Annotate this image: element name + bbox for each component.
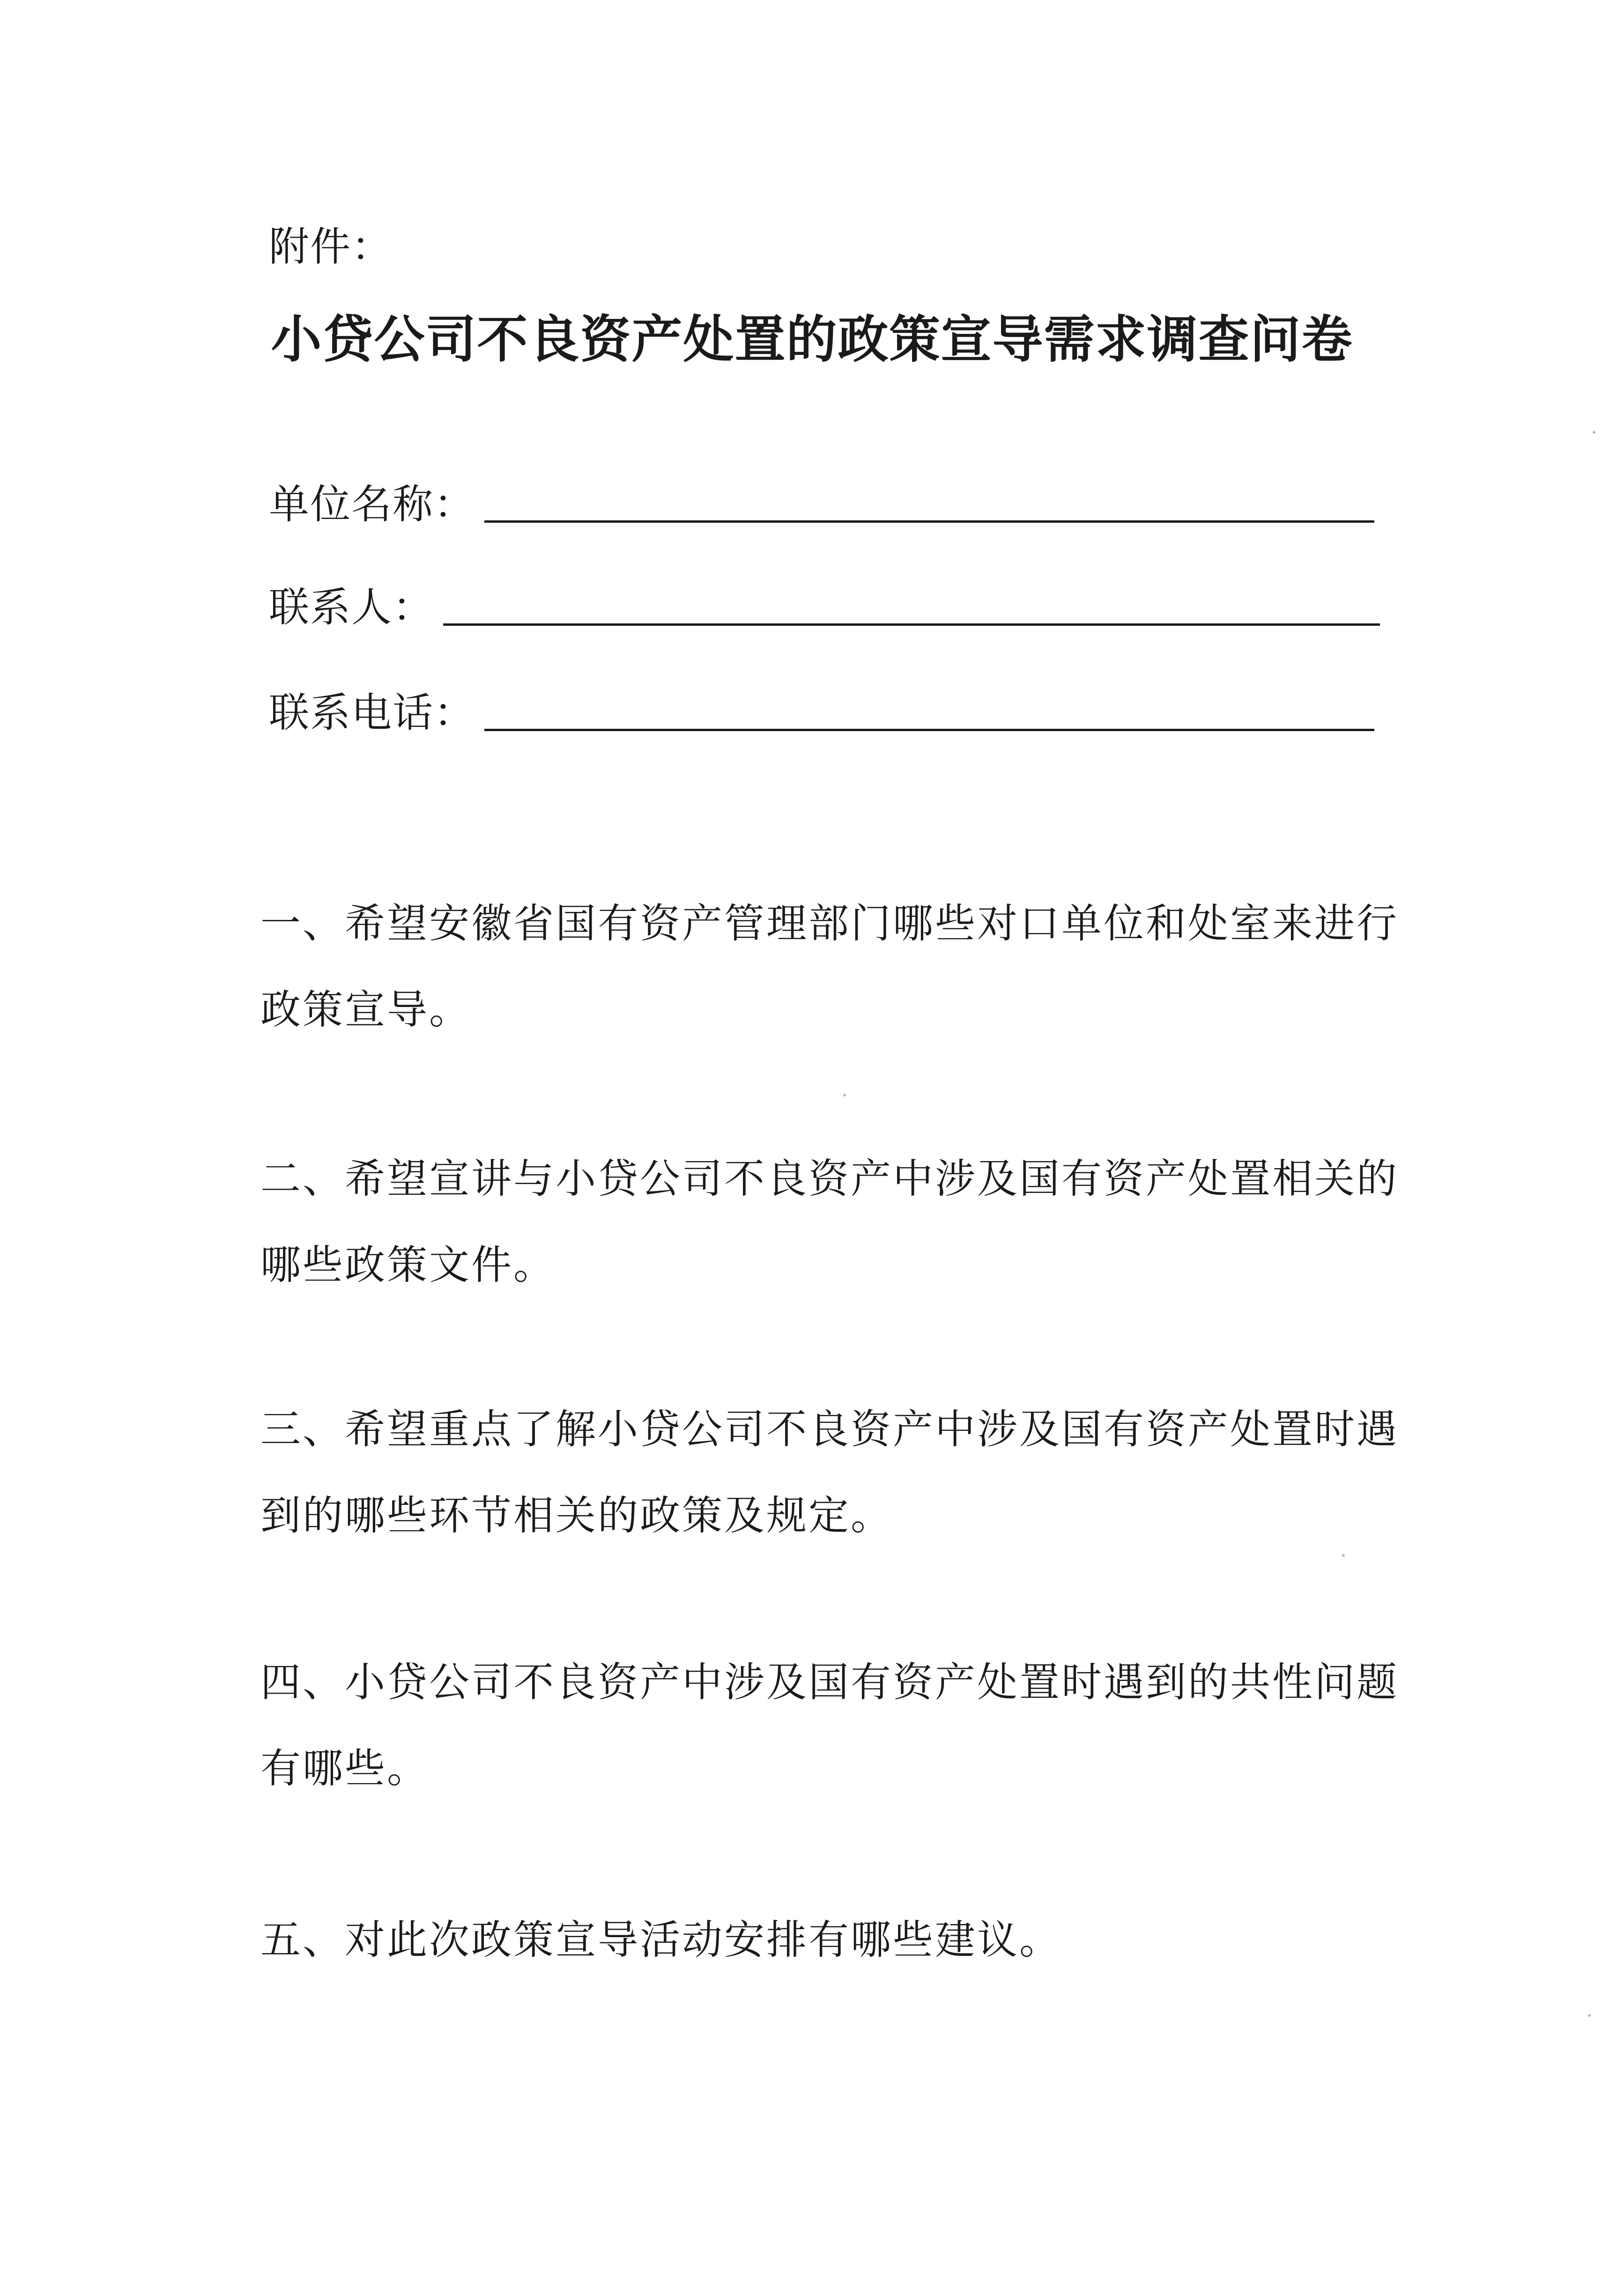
question-2: 二、希望宣讲与小贷公司不良资产中涉及国有资产处置相关的哪些政策文件。: [260, 1155, 1399, 1288]
attachment-label: 附件：: [269, 223, 393, 270]
unit-name-field: [269, 473, 1374, 534]
contact-phone-blank-line[interactable]: [484, 682, 1374, 731]
unit-name-label: 单位名称：: [269, 481, 475, 528]
scan-speck: [1593, 431, 1595, 434]
question-1: 一、希望安徽省国有资产管理部门哪些对口单位和处室来进行政策宣导。: [260, 900, 1399, 1033]
contact-phone-field: [269, 681, 1374, 742]
contact-person-label: 联系人：: [269, 584, 434, 631]
contact-person-blank-line[interactable]: [443, 577, 1380, 626]
question-4: 四、小贷公司不良资产中涉及国有资产处置时遇到的共性问题有哪些。: [260, 1659, 1399, 1792]
scan-speck: [1588, 2014, 1591, 2017]
unit-name-blank-line[interactable]: [484, 474, 1374, 523]
contact-phone-label: 联系电话：: [269, 689, 475, 736]
document-title: 小贷公司不良资产处置的政策宣导需求调查问卷: [271, 310, 1353, 369]
question-5: 五、对此次政策宣导活动安排有哪些建议。: [260, 1917, 1061, 1963]
scan-speck: [843, 1094, 846, 1096]
question-3: 三、希望重点了解小贷公司不良资产中涉及国有资产处置时遇到的哪些环节相关的政策及规定。: [260, 1406, 1399, 1539]
contact-person-field: [269, 576, 1380, 637]
scan-speck: [1342, 1554, 1345, 1557]
